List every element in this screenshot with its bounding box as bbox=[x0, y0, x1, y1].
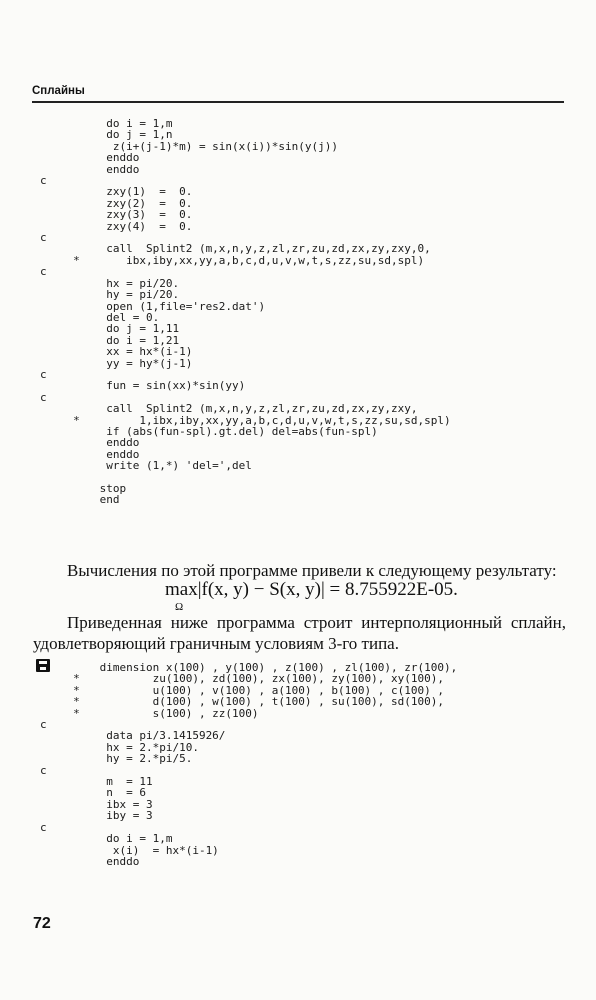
header-rule bbox=[32, 101, 564, 103]
code-listing-2: dimension x(100) , y(100) , z(100) , zl(100), zr(100), * zu(100), zd(100), zx(100), zy(100), xy(100), * u(100) , v(100) , a(100) , b(100) , c(100) , * d(100) , w(100) , t(100) , su(100), sd(100), * s(100) , zz(100) c data pi/3.1415926/ hx = 2.*pi/10. hy = 2.*pi/5. c m = 11 n = 6 ibx = 3 iby = 3 c do i = 1,m x(i) = hx*(i-1) enddo bbox=[40, 661, 458, 868]
running-header: Сплайны bbox=[32, 85, 85, 97]
formula-max: max bbox=[165, 579, 198, 600]
result-paragraph: Вычисления по этой программе привели к следующему результату: bbox=[67, 561, 557, 580]
formula-subscript: Ω bbox=[175, 601, 184, 613]
formula-body: |f(x, y) − S(x, y)| = 8.755922E-05. bbox=[197, 579, 458, 600]
code-listing-1: do i = 1,m do j = 1,n z(i+(j-1)*m) = sin(x(i))*sin(y(j)) enddo enddo c zxy(1) = 0. zxy(2) = 0. zxy(3) = 0. zxy(4) = 0. c call Splint2 (m,x,n,y,z,zl,zr,zu,zd,zx,zy,zxy,0, * ibx,iby,xx,yy,a,b,c,d,u,v,w,t,s,zz,su,sd,spl) c hx = pi/20. hy = pi/20. open (1,file='res2.dat') del = 0. do j = 1,11 do i = 1,21 xx = hx*(i-1) yy = hy*(j-1) c fun = sin(xx)*sin(yy) c call Splint2 (m,x,n,y,z,zl,zr,zu,zd,zx,zy,zxy, * 1,ibx,iby,xx,yy,a,b,c,d,u,v,w,t,s,zz,su,sd,spl) if (abs(fun-spl).gt.del) del=abs(fun-spl) enddo enddo write (1,*) 'del=',del stop end bbox=[40, 117, 451, 507]
intro-paragraph: Приведенная ниже программа строит интерполяционный сплайн, удовлетворяющий граничным условиям 3-го типа. bbox=[33, 613, 566, 653]
page-number: 72 bbox=[33, 915, 51, 932]
result-formula bbox=[165, 579, 458, 613]
